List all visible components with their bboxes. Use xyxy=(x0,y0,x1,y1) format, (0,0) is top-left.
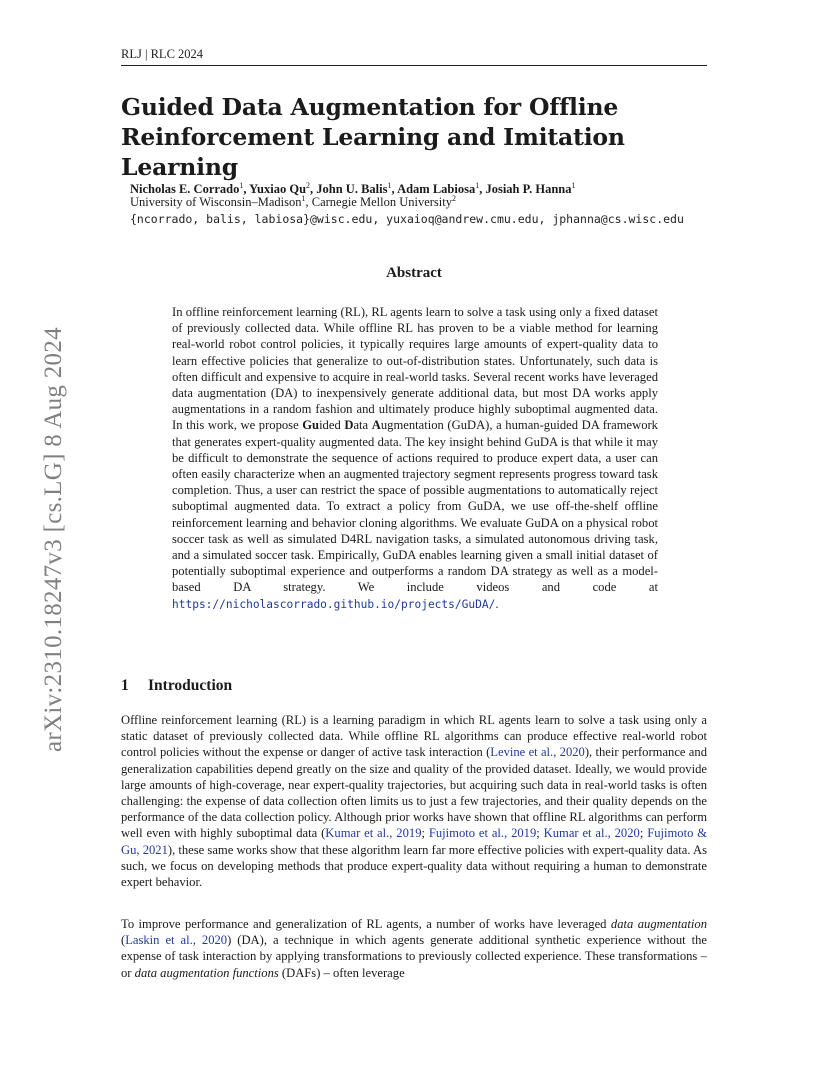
section-number: 1 xyxy=(121,677,129,694)
intro-paragraph-1 xyxy=(121,712,707,890)
acronym-bold: Gu xyxy=(302,418,320,433)
project-url-link[interactable]: https://nicholascorrado.github.io/projects/GuDA/ xyxy=(172,597,496,611)
author-name: Yuxiao Qu xyxy=(249,182,307,197)
abstract-text-part: ided xyxy=(319,418,345,433)
abstract-heading: Abstract xyxy=(386,265,442,281)
author-name: Josiah P. Hanna xyxy=(485,182,572,197)
author-list: Nicholas E. Corrado$^1$, Yuxiao Qu$^2$, John U. Balis$^1$, Adam Labiosa$^1$, Josiah P. Hanna$^1$ xyxy=(130,181,576,197)
affiliation-2: Carnegie Mellon University xyxy=(311,195,452,210)
abstract-text-part: In offline reinforcement learning (RL), RL agents learn to solve a task using only a fixed dataset of previously collected data. While offline RL has proven to be a viable method for learning real-world robot control policies, it typically requires large amounts of expert-quality data to learn effective policies that generalize to out-of-distribution states. Unfortunately, such data is often difficult and expensive to acquire in real-world tasks. Several recent works have leveraged data augmentation (DA) to inexpensively generate additional data, but most DA works apply augmentations in a random fashion and ultimately produce highly suboptimal augmented data. In this work, we propose xyxy=(172,305,658,433)
abstract-text-part: ata xyxy=(353,418,372,433)
author-affiliation-mark: 1 xyxy=(571,181,576,190)
author-name: Nicholas E. Corrado xyxy=(130,182,240,197)
acronym-bold: A xyxy=(371,418,381,433)
arxiv-stamp: arXiv:2310.18247v3 [cs.LG] 8 Aug 2024 xyxy=(40,327,67,752)
citation-link[interactable]: Kumar et al., 2019 xyxy=(325,826,422,841)
author-affiliation-mark: 1 xyxy=(239,181,244,190)
section-heading xyxy=(121,677,232,695)
author-affiliation-mark: 1 xyxy=(387,181,392,190)
paragraph-text: ) (DA), a technique in which agents generate additional synthetic experience without the expense of task interaction by applying transformations to previously collected experience. These transformations – or xyxy=(121,933,707,980)
citation-link[interactable]: Fujimoto et al., 2019 xyxy=(428,826,537,841)
paragraph-text: (DAFs) – often leverage xyxy=(278,965,405,980)
citation-link[interactable]: Kumar et al., 2020 xyxy=(543,826,640,841)
paragraph-text: ), their performance and generalization capabilities depend greatly on the size and quality of the provided dataset. Ideally, we would provide large amounts of high-coverage, near expert-quality trajectories, but acquiring such data in real-world tasks is often challenging: the expense of data collection often limits us to just a few trajectories, and their quality depends on the performance of the data collection policy. Although prior works have shown that offline RL algorithms can perform well even with highly suboptimal data ( xyxy=(121,745,707,841)
abstract-text-part: . xyxy=(495,596,499,611)
paragraph-text: To improve performance and generalization of RL agents, a number of works have leveraged xyxy=(121,917,611,931)
separator: ; xyxy=(639,826,648,841)
running-head: RLJ | RLC 2024 xyxy=(121,47,204,61)
header-rule xyxy=(121,65,707,66)
separator: ; xyxy=(536,826,544,841)
author-affiliation-mark: 2 xyxy=(306,181,311,190)
section-title: Introduction xyxy=(148,677,233,694)
acronym-bold: D xyxy=(344,418,354,433)
citation-link[interactable]: Laskin et al., 2020 xyxy=(125,933,228,948)
emphasis-term: data augmentation xyxy=(610,917,707,931)
citation-link[interactable]: Levine et al., 2020 xyxy=(490,745,585,760)
paragraph-text: ( xyxy=(121,933,126,948)
affiliation-1: University of Wisconsin–Madison xyxy=(130,195,302,210)
paragraph-text: ), these same works show that these algorithm learn far more effective policies with expert-quality data. As such, we focus on developing methods that produce expert-quality data without requiring a human to demonstrate expert behavior. xyxy=(121,842,707,890)
author-name: Adam Labiosa xyxy=(397,182,476,197)
author-name: John U. Balis xyxy=(316,182,388,197)
affiliations: University of Wisconsin–Madison$^1$, Carnegie Mellon University$^2$ xyxy=(130,194,456,210)
author-emails: {ncorrado, balis, labiosa}@wisc.edu, yuxaioq@andrew.cmu.edu, jphanna@cs.wisc.edu xyxy=(130,212,684,226)
paragraph-text: Offline reinforcement learning (RL) is a learning paradigm in which RL agents learn to solve a task using only a static dataset of previously collected data. While offline RL algorithms can produce effective real-world robot control policies without the expense or danger of active task interaction ( xyxy=(121,713,707,760)
citation-link[interactable]: Fujimoto & Gu, 2021 xyxy=(121,826,708,857)
affiliation-mark: 2 xyxy=(451,194,456,203)
intro-paragraph-2 xyxy=(121,916,707,981)
abstract-text-part: (GuDA), a human-guided DA framework that generates expert-quality augmented data. The key insight behind GuDA is that while it may be difficult to demonstrate the sequence of actions required to produce expert data, a user can often easily characterize when an augmented trajectory segment represents progress toward task completion. Thus, a user can restrict the space of possible augmentations to automatically reject suboptimal augmented data. To extract a policy from GuDA, we use off-the-shelf offline reinforcement learning and behavior cloning algorithms. We evaluate GuDA on a physical robot soccer task as well as simulated D4RL navigation tasks, a simulated autonomous driving task, and a simulated soccer task. Empirically, GuDA enables learning given a small initial dataset of potentially suboptimal experience and outperforms a random DA strategy as well as a model-based DA strategy. We include videos and code at xyxy=(172,418,658,595)
abstract-text-part: ugmentation xyxy=(380,418,444,433)
paper-title: Guided Data Augmentation for Offline Reinforcement Learning and Imitation Learning xyxy=(121,93,625,181)
abstract-text xyxy=(172,304,658,613)
author-affiliation-mark: 1 xyxy=(475,181,480,190)
separator: ; xyxy=(421,826,429,841)
emphasis-term: data augmentation functions xyxy=(134,965,279,980)
affiliation-mark: 1 xyxy=(301,194,306,203)
